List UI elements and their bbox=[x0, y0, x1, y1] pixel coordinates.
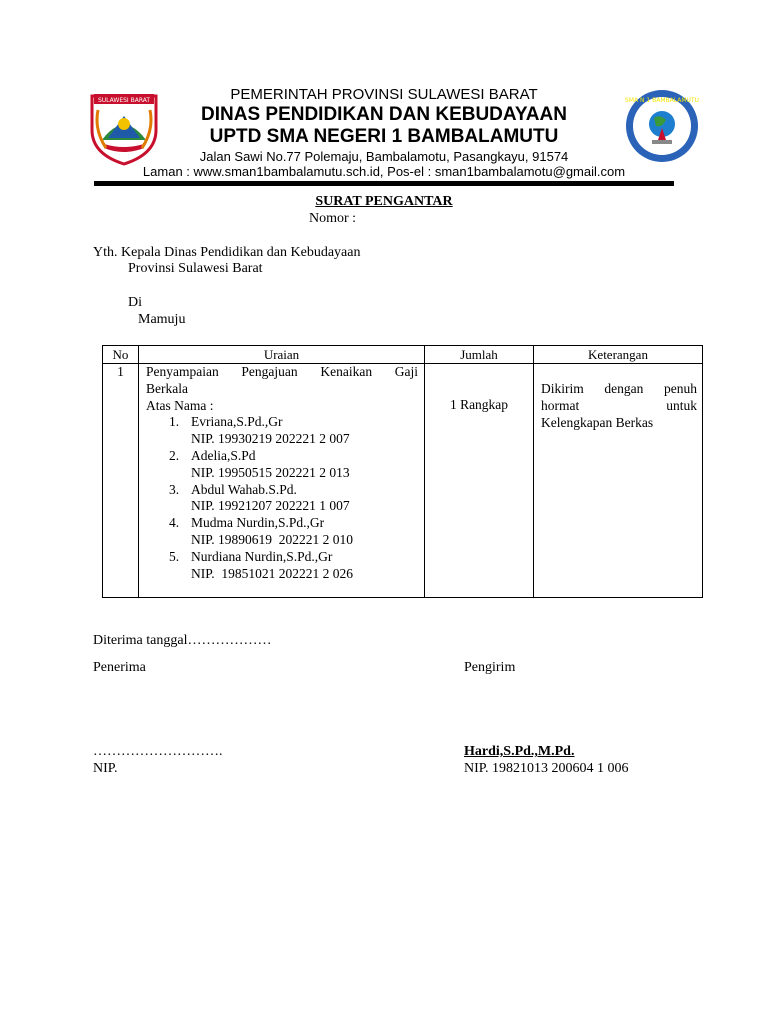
sender-label: Pengirim bbox=[464, 660, 516, 675]
person-nip: NIP. 19851021 202221 2 026 bbox=[191, 565, 354, 581]
person-name: Abdul Wahab.S.Pd. bbox=[191, 481, 297, 497]
recipient-di: Di bbox=[128, 295, 142, 310]
keterangan-line2: hormat untuk bbox=[541, 397, 697, 413]
person-nip: NIP. 19890619 202221 2 010 bbox=[191, 531, 354, 547]
sender-nip: NIP. 19821013 200604 1 006 bbox=[464, 761, 629, 776]
letter-number: Nomor : bbox=[309, 211, 357, 226]
person-name: Mudma Nurdin,S.Pd.,Gr bbox=[191, 515, 325, 531]
svg-text:SMA N 1 BAMBALAMUTU: SMA N 1 BAMBALAMUTU bbox=[625, 97, 699, 104]
list-item bbox=[169, 482, 418, 516]
row-no: 1 bbox=[117, 364, 124, 379]
person-name: Evriana,S.Pd.,Gr bbox=[191, 414, 283, 430]
keterangan-line3: Kelengkapan Berkas bbox=[541, 414, 654, 430]
person-number: 1. bbox=[169, 414, 180, 430]
svg-text:SULAWESI BARAT: SULAWESI BARAT bbox=[97, 97, 151, 104]
person-name: Nurdiana Nurdin,S.Pd.,Gr bbox=[191, 548, 333, 564]
letter-title: SURAT PENGANTAR bbox=[315, 194, 453, 209]
table-divider bbox=[138, 346, 139, 597]
recipient-line1: Yth. Kepala Dinas Pendidikan dan Kebudayaan bbox=[93, 245, 361, 260]
header-no: No bbox=[112, 347, 129, 362]
uraian-line2: Berkala bbox=[146, 380, 188, 396]
person-number: 2. bbox=[169, 447, 180, 463]
table-divider bbox=[533, 346, 534, 597]
header-keterangan: Keterangan bbox=[588, 347, 648, 362]
uraian-cell bbox=[146, 364, 418, 582]
school-address: Jalan Sawi No.77 Polemaju, Bambalamotu, Pasangkayu, 91574 bbox=[199, 149, 569, 164]
receiver-label: Penerima bbox=[93, 660, 146, 675]
atas-nama-label: Atas Nama : bbox=[146, 397, 214, 413]
header-jumlah: Jumlah bbox=[460, 347, 498, 362]
recipient-city: Mamuju bbox=[138, 312, 186, 327]
person-number: 4. bbox=[169, 515, 180, 531]
person-number: 5. bbox=[169, 548, 180, 564]
keterangan-cell bbox=[541, 381, 697, 431]
receiver-signature-line: ………………………. bbox=[93, 744, 223, 759]
list-item bbox=[169, 515, 418, 549]
person-nip: NIP. 19950515 202221 2 013 bbox=[191, 464, 350, 480]
department-name: DINAS PENDIDIKAN DAN KEBUDAYAAN bbox=[201, 104, 567, 125]
uraian-line1: Penyampaian Pengajuan Kenaikan Gaji bbox=[146, 364, 418, 379]
letterhead-divider bbox=[94, 181, 674, 186]
list-item bbox=[169, 448, 418, 482]
recipient-line2: Provinsi Sulawesi Barat bbox=[128, 261, 263, 276]
person-nip: NIP. 19921207 202221 1 007 bbox=[191, 498, 350, 514]
jumlah-cell: 1 Rangkap bbox=[449, 397, 509, 412]
school-name: UPTD SMA NEGERI 1 BAMBALAMUTU bbox=[209, 126, 559, 147]
person-number: 3. bbox=[169, 481, 180, 497]
person-nip: NIP. 19930219 202221 2 007 bbox=[191, 431, 350, 447]
list-item bbox=[169, 549, 418, 583]
receiver-nip: NIP. bbox=[93, 761, 118, 776]
table-divider bbox=[424, 346, 425, 597]
person-list bbox=[169, 414, 418, 582]
person-name: Adelia,S.Pd bbox=[191, 447, 256, 463]
keterangan-line1: Dikirim dengan penuh bbox=[541, 381, 697, 396]
header-uraian: Uraian bbox=[263, 347, 300, 362]
received-date: Diterima tanggal……………… bbox=[93, 633, 272, 648]
transmittal-table bbox=[102, 345, 703, 598]
list-item bbox=[169, 414, 418, 448]
school-contact: Laman : www.sman1bambalamutu.sch.id, Pos-el : sman1bambalamotu@gmail.com bbox=[142, 164, 626, 179]
sender-name: Hardi,S.Pd.,M.Pd. bbox=[464, 744, 575, 759]
government-name: PEMERINTAH PROVINSI SULAWESI BARAT bbox=[230, 86, 538, 103]
